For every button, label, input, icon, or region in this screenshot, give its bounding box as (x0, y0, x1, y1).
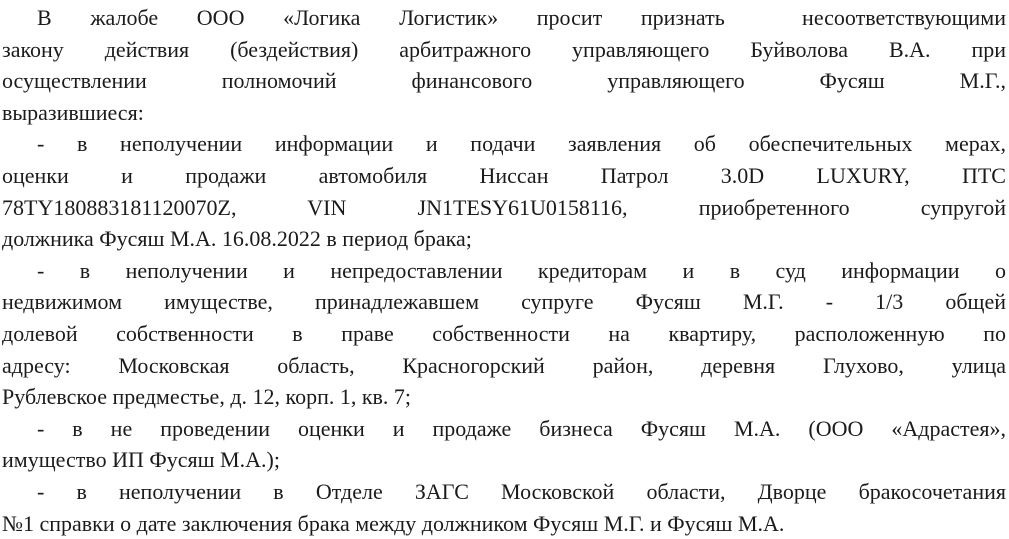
text-line: В жалобе ООО «Логика Логистик» просит признать несоответствующими (2, 2, 1006, 34)
text-line: №1 справки о дате заключения брака между должником Фусяш М.Г. и Фусяш М.А. (2, 508, 1006, 539)
text-line: - в неполучении и непредоставлении кредиторам и в суд информации о (2, 255, 1006, 287)
paragraph (2, 413, 1006, 476)
text-line: недвижимом имуществе, принадлежавшем супруге Фусяш М.Г. - 1/3 общей (2, 286, 1006, 318)
text-line: 78TY180883181120070Z, VIN JN1TESY61U0158116, приобретенного супругой (2, 192, 1006, 224)
text-line: Рублевское предместье, д. 12, корп. 1, кв. 7; (2, 381, 1006, 413)
paragraph (2, 255, 1006, 413)
text-line: оценки и продажи автомобиля Ниссан Патрол 3.0D LUXURY, ПТС (2, 160, 1006, 192)
text-line: осуществлении полномочий финансового управляющего Фусяш М.Г., (2, 65, 1006, 97)
text-line: закону действия (бездействия) арбитражного управляющего Буйволова В.А. при (2, 34, 1006, 66)
text-line: - в неполучении информации и подачи заявления об обеспечительных мерах, (2, 128, 1006, 160)
text-line: адресу: Московская область, Красногорский район, деревня Глухово, улица (2, 350, 1006, 382)
paragraph (2, 476, 1006, 539)
paragraph (2, 2, 1006, 128)
text-line: имущество ИП Фусяш М.А.); (2, 444, 1006, 476)
text-line: выразившиеся: (2, 97, 1006, 129)
text-line: должника Фусяш М.А. 16.08.2022 в период брака; (2, 223, 1006, 255)
text-line: - в неполучении в Отделе ЗАГС Московской области, Дворце бракосочетания (2, 476, 1006, 508)
text-line: - в не проведении оценки и продаже бизнеса Фусяш М.А. (ООО «Адрастея», (2, 413, 1006, 445)
text-line: долевой собственности в праве собственности на квартиру, расположенную по (2, 318, 1006, 350)
paragraph (2, 128, 1006, 254)
